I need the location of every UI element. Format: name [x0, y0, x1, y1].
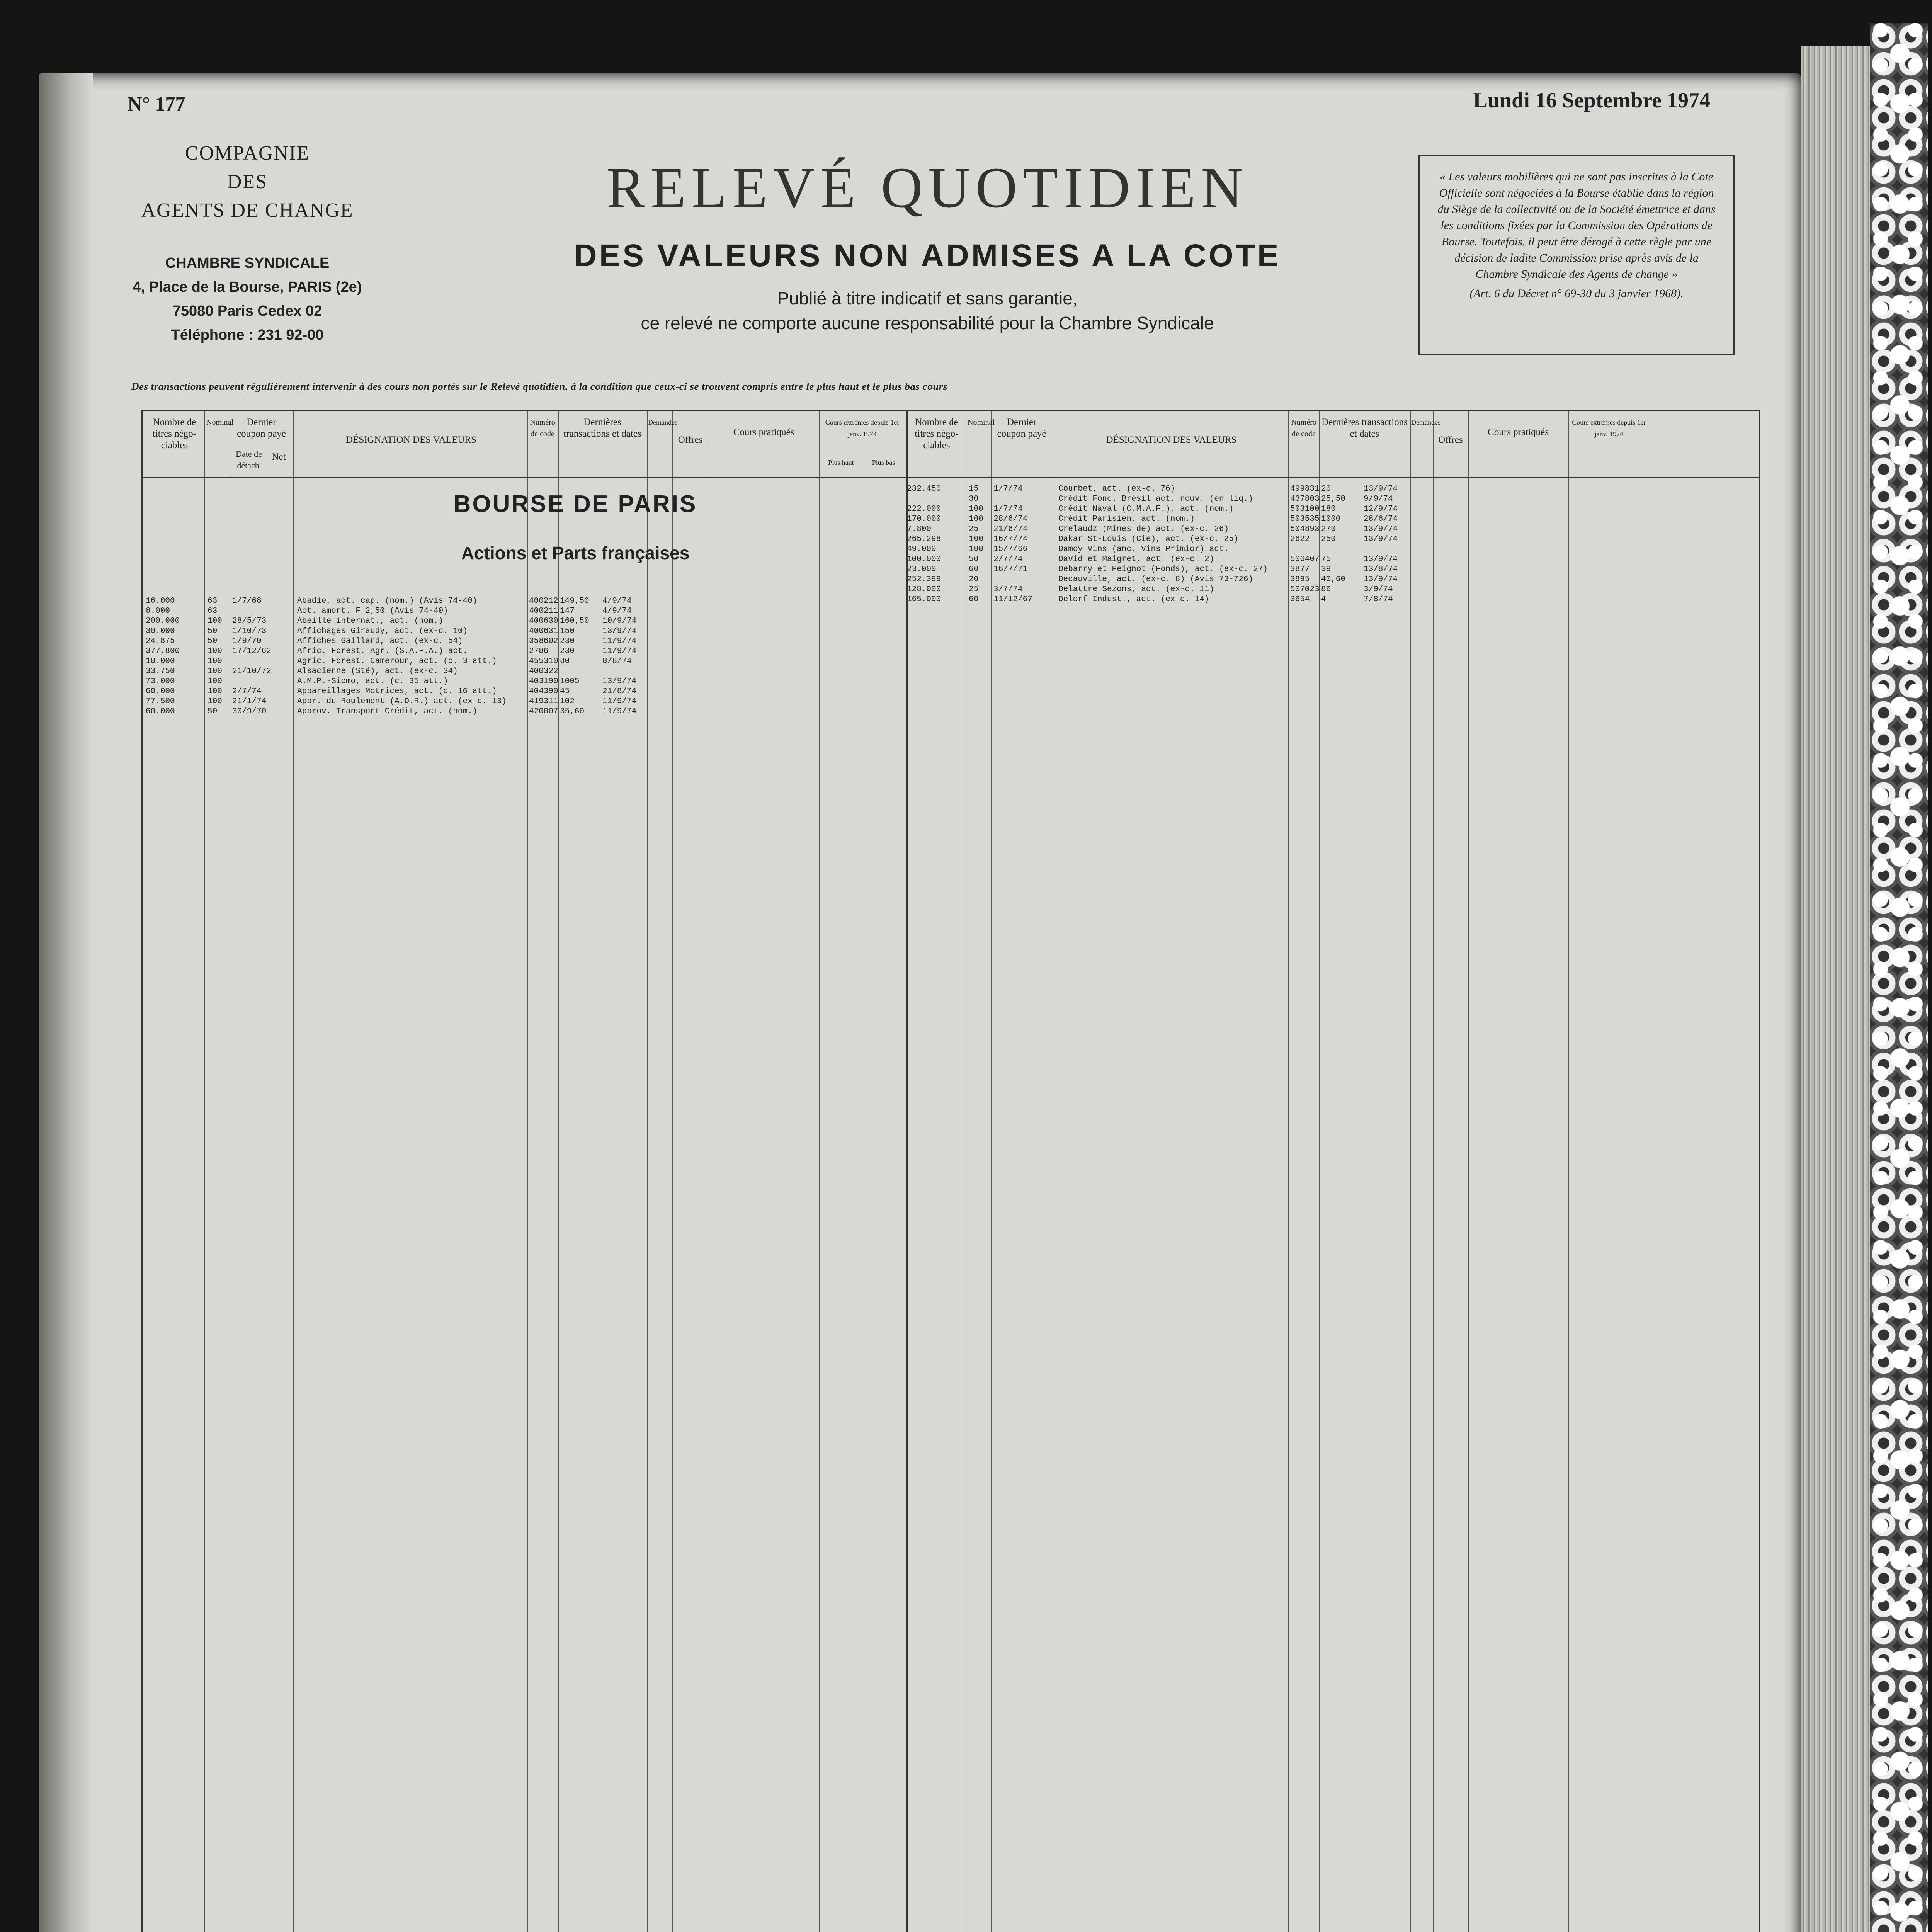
entry-tdate: 7/8/74	[1364, 595, 1393, 604]
company-address: CHAMBRE SYNDICALE 4, Place de la Bourse, PARIS (2e) 75080 Paris Cedex 02 Téléphone : 231 92-00	[133, 255, 362, 343]
column-divider-center	[906, 411, 908, 1932]
column-divider	[672, 411, 673, 1932]
entry-date: 2/7/74	[232, 687, 262, 696]
entry-name: Crédit Fonc. Brésil act. nouv. (en liq.)	[1058, 495, 1253, 503]
col-demandes: Demandes	[648, 418, 677, 426]
quotations-table	[141, 410, 1760, 1932]
entry-name: Courbet, act. (ex-c. 76)	[1058, 485, 1175, 493]
entry-nombre: 49.000	[907, 545, 936, 554]
column-divider	[647, 411, 648, 1932]
entry-tdate: 13/9/74	[1364, 525, 1398, 534]
entry-nominal: 63	[207, 607, 218, 616]
entry-nombre: 23.000	[907, 565, 936, 574]
column-divider	[204, 411, 205, 1932]
entry-name: Alsacienne (Sté), act. (ex-c. 34)	[297, 667, 458, 676]
entry-nombre: 77.500	[146, 697, 175, 706]
entry-code: 507023	[1290, 585, 1320, 594]
entry-date: 1/9/70	[232, 637, 262, 646]
entry-nombre: 252.399	[907, 575, 941, 584]
entry-nominal: 50	[969, 555, 979, 564]
column-divider	[1433, 411, 1434, 1932]
entry-name: Crédit Naval (C.M.A.F.), act. (nom.)	[1058, 505, 1234, 514]
entry-date: 28/5/73	[232, 617, 267, 626]
entry-nominal: 100	[969, 545, 983, 554]
entry-trans: 35,60	[560, 707, 585, 716]
entry-name: Dakar St-Louis (Cie), act. (ex-c. 25)	[1058, 535, 1239, 544]
section-heading: Actions et Parts françaises	[461, 543, 690, 563]
entry-code: 400212	[529, 597, 558, 605]
entry-date: 2/7/74	[993, 555, 1023, 564]
legal-notice-box	[1418, 155, 1735, 355]
entry-date: 1/7/74	[993, 505, 1023, 514]
entry-trans: 75	[1321, 555, 1331, 564]
entry-nominal: 100	[969, 535, 983, 544]
entry-nominal: 50	[207, 707, 218, 716]
entry-tdate: 9/9/74	[1364, 495, 1393, 503]
entry-trans: 4	[1321, 595, 1326, 604]
col-offres-right: Offres	[1438, 435, 1463, 445]
company-name: COMPAGNIE DES AGENTS DE CHANGE	[141, 142, 354, 221]
col-nominal: Nominal	[206, 418, 233, 427]
entry-date: 21/6/74	[993, 525, 1028, 534]
entry-trans: 230	[560, 637, 575, 646]
entry-trans: 39	[1321, 565, 1331, 574]
entry-tdate: 28/6/74	[1364, 515, 1398, 524]
entry-trans: 180	[1321, 505, 1336, 514]
col-cours: Cours pratiqués	[733, 427, 794, 437]
col-coupon: Dernier coupon payé	[236, 417, 286, 439]
entry-nominal: 25	[969, 525, 979, 534]
transactions-warning: Des transactions peuvent régulièrement intervenir à des cours non portés sur le Relevé quotidien, à la condition que ceux-ci se trouvent compris entre le plus haut et le plus bas cours	[131, 381, 947, 392]
entry-nombre: 222.000	[907, 505, 941, 514]
entry-nominal: 15	[969, 485, 979, 493]
entry-name: Crédit Parisien, act. (nom.)	[1058, 515, 1195, 524]
entry-tdate: 4/9/74	[602, 597, 632, 605]
header-rule	[143, 477, 1759, 478]
col-demandes-right: Demandes	[1411, 418, 1440, 426]
entry-name: Affiches Gaillard, act. (ex-c. 54)	[297, 637, 463, 646]
col-net: Net	[272, 452, 286, 462]
entry-code: 3877	[1290, 565, 1310, 574]
entry-trans: 86	[1321, 585, 1331, 594]
entry-code: 358602	[529, 637, 558, 646]
entry-tdate: 13/9/74	[602, 627, 637, 636]
entry-nombre: 265.298	[907, 535, 941, 544]
entry-date: 16/7/71	[993, 565, 1028, 574]
column-divider	[527, 411, 528, 1932]
entry-name: Appr. du Roulement (A.D.R.) act. (ex-c. 13)	[297, 697, 507, 706]
entry-date: 16/7/74	[993, 535, 1028, 544]
entry-code: 503535	[1290, 515, 1320, 524]
entry-code: 2622	[1290, 535, 1310, 544]
entry-name: Approv. Transport Crédit, act. (nom.)	[297, 707, 478, 716]
col-code: Numéro de code	[530, 418, 555, 438]
entry-nombre: 10.000	[146, 657, 175, 666]
entry-name: Abeille internat., act. (nom.)	[297, 617, 444, 626]
entry-tdate: 13/9/74	[602, 677, 637, 686]
entry-code: 503100	[1290, 505, 1320, 514]
entry-tdate: 11/9/74	[602, 707, 637, 716]
entry-name: David et Maigret, act. (ex-c. 2)	[1058, 555, 1214, 564]
entry-date: 15/7/66	[993, 545, 1028, 554]
entry-trans: 230	[560, 647, 575, 656]
entry-trans: 149,50	[560, 597, 589, 605]
column-divider	[1288, 411, 1289, 1932]
col-extremes-right: Cours extrêmes depuis 1er janv. 1974	[1572, 418, 1646, 438]
entry-trans: 250	[1321, 535, 1336, 544]
col-transactions-right: Dernières transactions et dates	[1321, 417, 1408, 439]
entry-trans: 40,60	[1321, 575, 1346, 584]
col-nombre-right: Nombre de titres négo-ciables	[915, 417, 959, 451]
entry-name: Afric. Forest. Agr. (S.A.F.A.) act.	[297, 647, 468, 656]
column-divider	[819, 411, 820, 1932]
issue-number: N° 177	[128, 93, 185, 115]
entry-date: 1/7/74	[993, 485, 1023, 493]
entry-trans: 150	[560, 627, 575, 636]
entry-code: 3895	[1290, 575, 1310, 584]
entry-nombre: 232.450	[907, 485, 941, 493]
entry-trans: 80	[560, 657, 570, 666]
entry-date: 3/7/74	[993, 585, 1023, 594]
entry-trans: 25,50	[1321, 495, 1346, 503]
entry-code: 499831	[1290, 485, 1320, 493]
entry-trans: 1005	[560, 677, 580, 686]
col-coupon-right: Dernier coupon payé	[997, 417, 1046, 439]
entry-tdate: 13/9/74	[1364, 575, 1398, 584]
entry-name: Delattre Sezons, act. (ex-c. 11)	[1058, 585, 1214, 594]
entry-date: 21/10/72	[232, 667, 271, 676]
entry-nominal: 63	[207, 597, 218, 605]
entry-name: Damoy Vins (anc. Vins Primior) act.	[1058, 545, 1229, 554]
entry-nombre: 170.000	[907, 515, 941, 524]
col-nombre: Nombre de titres négo-ciables	[152, 417, 197, 451]
entry-nombre: 60.000	[146, 687, 175, 696]
entry-tdate: 4/9/74	[602, 607, 632, 616]
entry-code: 420007	[529, 707, 558, 716]
entry-tdate: 13/8/74	[1364, 565, 1398, 574]
entry-nombre: 128.000	[907, 585, 941, 594]
col-nominal-right: Nominal	[968, 418, 995, 427]
entry-code: 403190	[529, 677, 558, 686]
column-divider	[1568, 411, 1569, 1932]
entry-tdate: 11/9/74	[602, 697, 637, 706]
column-divider	[991, 411, 992, 1932]
col-offres: Offres	[678, 435, 703, 445]
entry-nominal: 60	[969, 565, 979, 574]
entry-nominal: 100	[207, 667, 222, 676]
entry-nombre: 7.800	[907, 525, 932, 534]
entry-nombre: 200.000	[146, 617, 180, 626]
entry-tdate: 13/9/74	[1364, 535, 1398, 544]
entry-tdate: 13/9/74	[1364, 555, 1398, 564]
entry-nombre: 165.000	[907, 595, 941, 604]
entry-nombre: 8.000	[146, 607, 170, 616]
entry-code: 400322	[529, 667, 558, 676]
entry-nombre: 33.750	[146, 667, 175, 676]
entry-nombre: 16.000	[146, 597, 175, 605]
entry-trans: 20	[1321, 485, 1331, 493]
entry-nombre: 60.000	[146, 707, 175, 716]
marbled-cover	[1870, 23, 1928, 1932]
entry-trans: 270	[1321, 525, 1336, 534]
entry-nominal: 100	[969, 505, 983, 514]
col-plus-haut: Plus haut	[828, 459, 854, 466]
entry-code: 455310	[529, 657, 558, 666]
entry-code: 404390	[529, 687, 558, 696]
entry-tdate: 13/9/74	[1364, 485, 1398, 493]
entry-name: Affichages Giraudy, act. (ex-c. 10)	[297, 627, 468, 636]
notice-text: « Les valeurs mobilières qui ne sont pas inscrites à la Cote Officielle sont négociées à la Bourse établie dans la région du Siège de la collectivité ou de la Société émettrice et dans les conditions fixées par la Commission des Opérations de Bourse. Toutefois, il peut être dérogé à cette règle par une décision de ladite Commission prise après avis de la Chambre Syndicale des Agents de change »	[1437, 170, 1716, 281]
column-divider	[1410, 411, 1411, 1932]
col-designation-right: DÉSIGNATION DES VALEURS	[1106, 435, 1237, 445]
entry-code: 504893	[1290, 525, 1320, 534]
entry-code: 400631	[529, 627, 558, 636]
entry-nominal: 50	[207, 627, 218, 636]
entry-code: 437803	[1290, 495, 1320, 503]
entry-nominal: 100	[207, 687, 222, 696]
entry-tdate: 3/9/74	[1364, 585, 1393, 594]
entry-nominal: 100	[207, 617, 222, 626]
entry-trans: 147	[560, 607, 575, 616]
entry-name: Agric. Forest. Cameroun, act. (c. 3 att.)	[297, 657, 497, 666]
entry-name: Debarry et Peignot (Fonds), act. (ex-c. 27)	[1058, 565, 1268, 574]
entry-code: 2786	[529, 647, 549, 656]
issue-date: Lundi 16 Septembre 1974	[1473, 88, 1710, 112]
col-plus-bas: Plus bas	[872, 459, 895, 466]
col-code-right: Numéro de code	[1291, 418, 1316, 438]
entry-nominal: 100	[207, 647, 222, 656]
page-edges	[1801, 46, 1870, 1932]
entry-nominal: 100	[207, 657, 222, 666]
entry-name: Crelaudz (Mines de) act. (ex-c. 26)	[1058, 525, 1229, 534]
page-subtitle: DES VALEURS NON ADMISES A LA COTE	[574, 238, 1281, 273]
entry-name: Decauville, act. (ex-c. 8) (Avis 73-726)	[1058, 575, 1253, 584]
col-extremes: Cours extrêmes depuis 1er janv. 1974	[825, 418, 900, 438]
entry-nominal: 100	[207, 697, 222, 706]
entry-name: A.M.P.-Sicmo, act. (c. 35 att.)	[297, 677, 448, 686]
col-cours-right: Cours pratiqués	[1488, 427, 1549, 437]
entry-name: Delorf Indust., act. (ex-c. 14)	[1058, 595, 1209, 604]
entry-nominal: 20	[969, 575, 979, 584]
col-designation: DÉSIGNATION DES VALEURS	[346, 435, 476, 445]
entry-nominal: 25	[969, 585, 979, 594]
col-date-detach: Date de détach'	[236, 449, 262, 470]
column-divider	[1468, 411, 1469, 1932]
column-divider	[293, 411, 294, 1932]
entry-code: 3654	[1290, 595, 1310, 604]
entry-code: 506407	[1290, 555, 1320, 564]
entry-nombre: 377.800	[146, 647, 180, 656]
entry-nombre: 73.000	[146, 677, 175, 686]
entry-nombre: 24.875	[146, 637, 175, 646]
col-transactions: Dernières transactions et dates	[563, 417, 641, 439]
entry-name: Abadie, act. cap. (nom.) (Avis 74-40)	[297, 597, 478, 605]
page-title: RELEVÉ QUOTIDIEN	[606, 156, 1248, 220]
entry-code: 419311	[529, 697, 558, 706]
entry-name: Act. amort. F 2,50 (Avis 74-40)	[297, 607, 448, 616]
entry-trans: 45	[560, 687, 570, 696]
entry-date: 1/10/73	[232, 627, 267, 636]
entry-date: 21/1/74	[232, 697, 267, 706]
entry-date: 17/12/62	[232, 647, 271, 656]
entry-date: 28/6/74	[993, 515, 1028, 524]
entry-tdate: 11/9/74	[602, 637, 637, 646]
entry-date: 11/12/67	[993, 595, 1032, 604]
bourse-heading: BOURSE DE PARIS	[453, 491, 697, 517]
entry-nominal: 30	[969, 495, 979, 503]
entry-tdate: 8/8/74	[602, 657, 632, 666]
entry-nominal: 60	[969, 595, 979, 604]
entry-date: 1/7/68	[232, 597, 262, 605]
page-fold-shadow	[39, 73, 93, 1932]
entry-trans: 102	[560, 697, 575, 706]
entry-tdate: 21/8/74	[602, 687, 637, 696]
entry-tdate: 10/9/74	[602, 617, 637, 626]
entry-trans: 1000	[1321, 515, 1341, 524]
entry-trans: 160,50	[560, 617, 589, 626]
notice-source: (Art. 6 du Décret n° 69-30 du 3 janvier 1968).	[1469, 287, 1684, 300]
entry-tdate: 11/9/74	[602, 647, 637, 656]
entry-code: 400630	[529, 617, 558, 626]
column-divider	[1319, 411, 1320, 1932]
entry-nombre: 100.000	[907, 555, 941, 564]
entry-date: 30/9/70	[232, 707, 267, 716]
entry-name: Appareillages Motrices, act. (c. 16 att.)	[297, 687, 497, 696]
entry-nominal: 100	[969, 515, 983, 524]
publication-note: Publié à titre indicatif et sans garantie, ce relevé ne comporte aucune responsabilité pour la Chambre Syndicale	[641, 288, 1214, 333]
entry-code: 400211	[529, 607, 558, 616]
entry-nominal: 100	[207, 677, 222, 686]
entry-tdate: 12/9/74	[1364, 505, 1398, 514]
entry-nominal: 50	[207, 637, 218, 646]
entry-nombre: 30.000	[146, 627, 175, 636]
